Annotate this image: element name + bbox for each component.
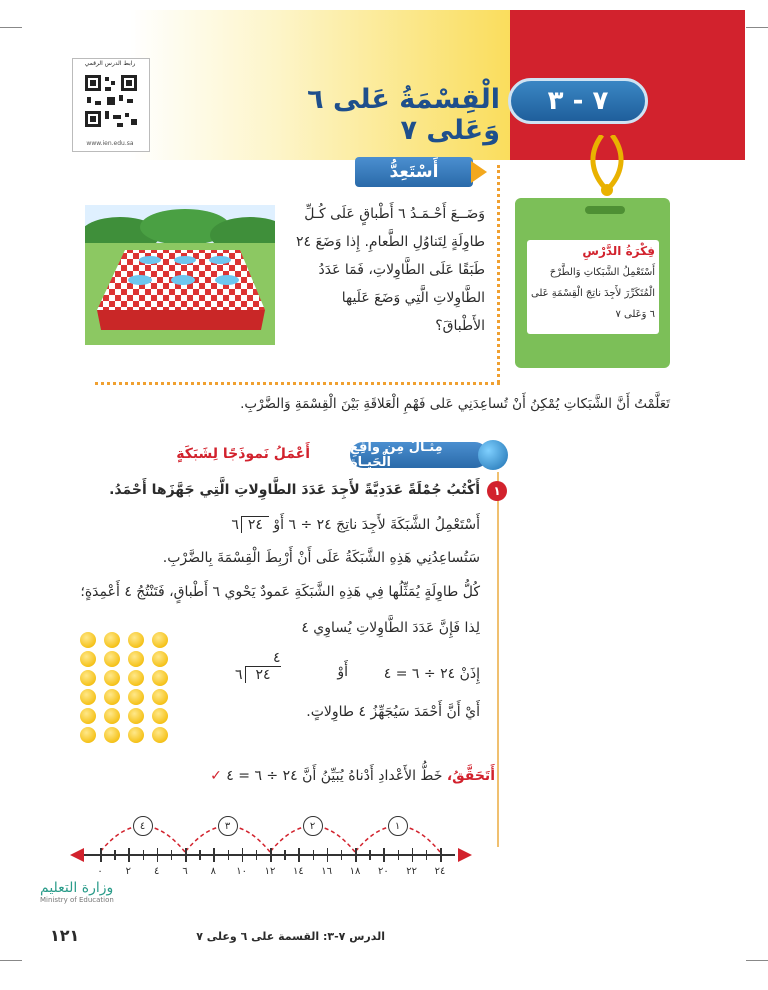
check-line (175, 768, 495, 784)
number-line-label: ٦ (182, 866, 188, 877)
example-side-rule (497, 472, 499, 847)
number-line-label: ١٨ (349, 866, 361, 877)
lesson-idea-title: فِكْرَةُ الدَّرْسِ (582, 244, 655, 258)
example-line4: لِذا فَإِنَّ عَدَدَ الطَّاوِلاتِ يُساوِي ٤ (301, 620, 480, 636)
globe-icon (478, 440, 508, 470)
plate-coin (104, 632, 120, 648)
number-line-minor-tick (284, 850, 286, 860)
long-division-quotient: ٤ (273, 650, 281, 666)
footer-lesson: الدرس ٧-٣: القسمة على ٦ وعلى ٧ (196, 930, 385, 943)
example-or: أَوْ (337, 664, 348, 680)
plate-coin (128, 689, 144, 705)
number-line-tick (270, 848, 272, 862)
number-line-tick (100, 848, 102, 862)
example-line2: سَتُساعِدُنِي هَذِهِ الشَّبَكَةُ عَلَى أَنْ أَرْبِطَ الْقِسْمَةَ بِالضَّرْبِ. (162, 550, 480, 566)
plate-coin (128, 632, 144, 648)
prepare-label: أَسْتَعِدُّ (355, 157, 473, 187)
number-line-jump-arc (185, 826, 270, 852)
plate-coin (80, 727, 96, 743)
checkmark-icon: ✓ (210, 768, 222, 784)
picnic-table-image (85, 205, 275, 345)
number-line-minor-tick (341, 850, 343, 860)
plate-coin (80, 670, 96, 686)
dotted-divider-vertical (497, 165, 500, 383)
lesson-number-badge: ٧ - ٣ (508, 78, 648, 124)
number-line-tick (412, 848, 414, 862)
number-line-label: ٠ (97, 866, 103, 877)
crop-mark (746, 27, 768, 28)
lesson-idea-body: أَسْتَعْمِلُ الشَّبَكاتِ وَالطَّرْحَ الْمُتَكَرِّرَ لأَجِدَ ناتِجَ الْقِسْمَةِ عَلى ٦ وَعَلى ٧ (531, 267, 655, 320)
number-line-tick (298, 848, 300, 862)
number-line-label: ٤ (153, 866, 160, 877)
number-line-label: ١٢ (264, 866, 276, 877)
plate-coin (80, 689, 96, 705)
long-division-dividend-2: ٢٤ (245, 666, 281, 683)
crop-mark (746, 960, 768, 961)
number-line-label: ٢ (125, 866, 132, 877)
plate-coin (128, 727, 144, 743)
number-line-label: ١٦ (321, 866, 333, 877)
number-line-minor-tick (228, 850, 230, 860)
page-title: الْقِسْمَةُ عَلى ٦ وَعَلى ٧ (307, 84, 500, 146)
long-division-block (235, 650, 281, 683)
ministry-logo (40, 880, 140, 904)
number-line-minor-tick (369, 850, 371, 860)
plate-coin (104, 689, 120, 705)
number-line-minor-tick (313, 850, 315, 860)
example-line1-text: أَسْتَعْمِلُ الشَّبَكَةَ لأَجِدَ ناتِجَ ٢٤ ÷ ٦ أَوْ (273, 517, 480, 533)
example-label: مِثـالٌ مِن واقِعِ الْحَيـاةِ (350, 442, 488, 468)
number-line-right-arrow-icon (452, 846, 472, 864)
plate-coin (104, 727, 120, 743)
number-line-tick (383, 848, 385, 862)
prepare-text: وَضَــعَ أَحْـمَـدُ ٦ أَطْباقٍ عَلَى كُـلِّ طاوِلَةٍ لِتَناوُلِ الطَّعامِ. إِذا وَضَعَ ٢٤ طَبَقًا عَلَى الطَّاوِلاتِ، فَمَا عَدَدُ الطَّاوِلاتِ الَّتِي وَضَعَ عَلَيها الأَطْباقَ؟ (295, 206, 485, 334)
number-line-tick (128, 848, 130, 862)
number-line-jump-label: ٣ (218, 816, 238, 836)
number-line-left-arrow-icon (70, 846, 90, 864)
prepare-arrow-icon (471, 161, 487, 183)
number-line-minor-tick (171, 850, 173, 860)
number-line-minor-tick (143, 850, 145, 860)
example-side-label: أَعْمَلُ نَموذَجًا لِشَبَكَةٍ (176, 446, 310, 462)
number-line-jump-arc (270, 826, 355, 852)
long-division-inline (231, 516, 269, 533)
plate-coin (104, 670, 120, 686)
plate-coin (152, 727, 168, 743)
number-line-axis (80, 854, 455, 856)
plate-coin (80, 651, 96, 667)
number-line-tick (327, 848, 329, 862)
page-number: ١٢١ (50, 926, 80, 945)
check-label: أَتَحَقَّقُ، (446, 768, 495, 784)
plate-coin (152, 651, 168, 667)
dotted-divider (95, 382, 500, 385)
number-line-minor-tick (426, 850, 428, 860)
example-line1 (180, 516, 480, 533)
plate-coin (128, 670, 144, 686)
number-line-label: ١٠ (236, 866, 248, 877)
number-line-minor-tick (199, 850, 201, 860)
number-line-jump-arc (100, 826, 185, 852)
number-line-minor-tick (256, 850, 258, 860)
example-number-badge: ١ (487, 481, 507, 501)
number-line-minor-tick (114, 850, 116, 860)
check-text: خَطُّ الأَعْدادِ أَدْناهُ يُبَيِّنُ أَنَّ ٢٤ ÷ ٦ = ٤ (226, 768, 443, 784)
number-line-label: ٢٢ (406, 866, 418, 877)
number-line-tick (185, 848, 187, 862)
plate-coin (152, 670, 168, 686)
long-division-divisor: ٦ (231, 517, 239, 533)
number-line-minor-tick (398, 850, 400, 860)
qr-url[interactable]: www.ien.edu.sa (86, 140, 134, 147)
number-line-label: ١٤ (292, 866, 304, 877)
number-line-tick (213, 848, 215, 862)
qr-label: رابط الدرس الرقمي (84, 60, 136, 67)
card-ribbon-icon (582, 135, 632, 205)
plate-coin (80, 632, 96, 648)
long-division-divisor-2: ٦ (235, 667, 243, 683)
plate-coin (128, 651, 144, 667)
plate-coin (104, 651, 120, 667)
example-task: أَكْتُبُ جُمْلَةً عَدَدِيَّةً لأَجِدَ عَدَدَ الطَّاوِلاتِ الَّتِي جَهَّزَها أَحْمَدُ. (109, 482, 480, 498)
number-line-tick (242, 848, 244, 862)
number-line-jump-label: ٢ (303, 816, 323, 836)
crop-mark (0, 27, 22, 28)
number-line-label: ٢٠ (377, 866, 389, 877)
crop-mark (0, 960, 22, 961)
example-conclusion: أَيْ أَنَّ أَحْمَدَ سَيُجَهِّزُ ٤ طاوِلاتٍ. (306, 704, 480, 720)
qr-code-box[interactable] (72, 58, 150, 152)
number-line-jump-label: ١ (388, 816, 408, 836)
example-line3: كُلُّ طاوِلَةٍ يُمَثِّلُها فِي هَذِهِ الشَّبَكَةِ عَمودٌ يَحْوي ٦ أَطْباقٍ، فَتَنْتُجُ ٤ أَعْمِدَةٍ؛ (80, 584, 480, 600)
qr-code-icon (83, 73, 139, 129)
plate-coin (152, 632, 168, 648)
ministry-arabic: وزارة التعليم (40, 880, 114, 896)
learn-text: تَعَلَّمْتُ أَنَّ الشَّبَكاتِ يُمْكِنُ أَنْ تُساعِدَنِي عَلى فَهْمِ الْعَلاقَةِ بَيْنَ الْقِسْمَةِ وَالضَّرْبِ. (240, 396, 670, 412)
number-line-label: ٢٤ (434, 866, 446, 877)
plate-coin (152, 689, 168, 705)
long-division-dividend: ٢٤ (241, 516, 269, 533)
number-line-tick (157, 848, 159, 862)
ministry-english: Ministry of Education (40, 896, 114, 904)
card-hole (585, 206, 625, 214)
number-line-label: ٨ (210, 866, 217, 877)
number-line-jump-label: ٤ (133, 816, 153, 836)
number-line-tick (440, 848, 442, 862)
number-line-tick (355, 848, 357, 862)
example-so-equation: إِذَنْ ٢٤ ÷ ٦ = ٤ (383, 666, 480, 682)
number-line-jump-arc (355, 826, 440, 852)
